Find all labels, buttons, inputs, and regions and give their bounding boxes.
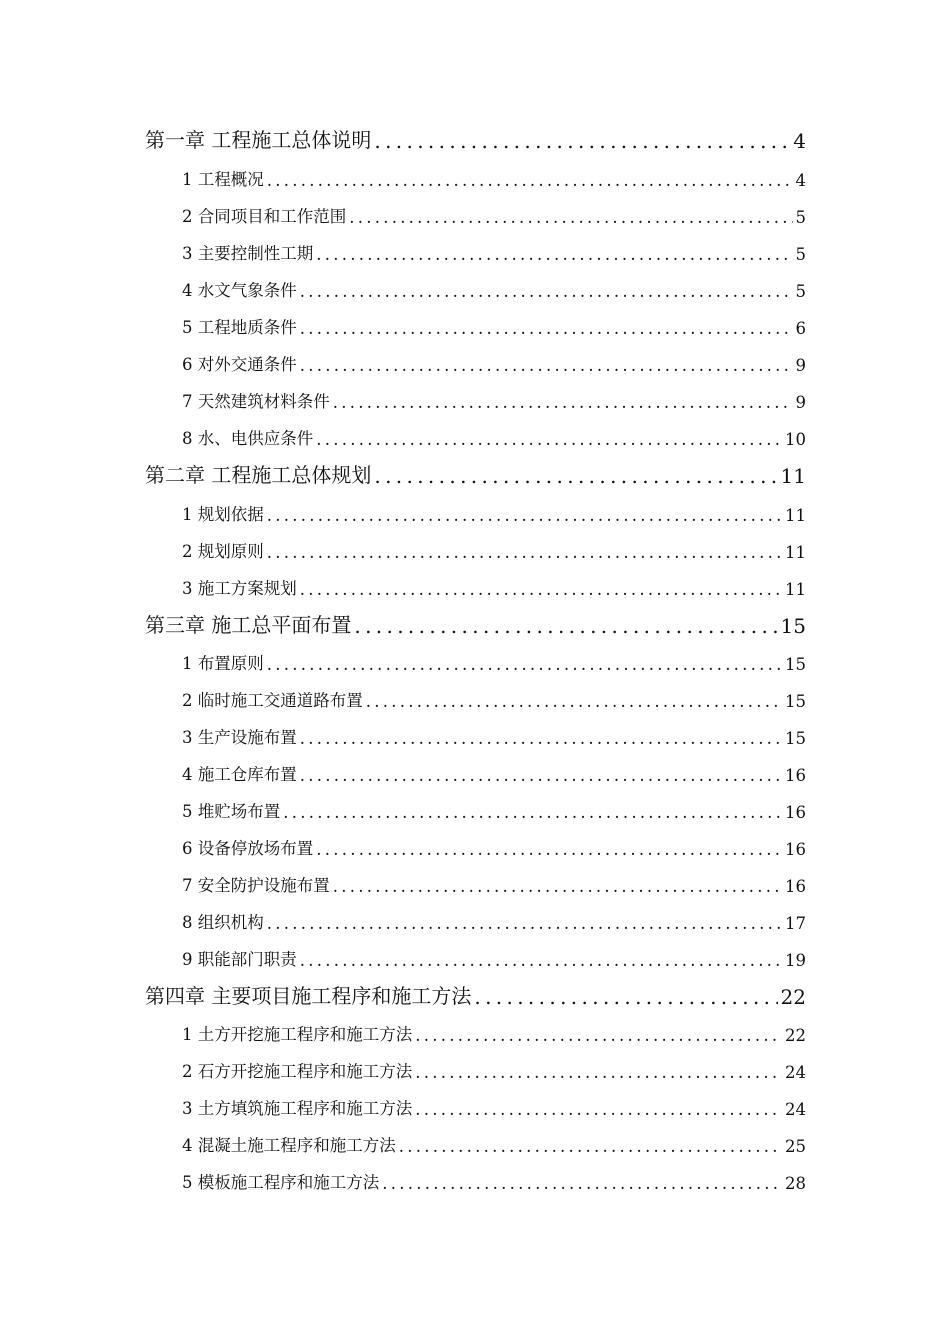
toc-entry-title: 第二章 工程施工总体规划	[145, 463, 372, 487]
toc-page-number: 15	[785, 729, 806, 748]
toc-page-number: 4	[793, 129, 806, 153]
toc-entry-title: 1 规划依据	[182, 505, 264, 524]
dot-leader	[300, 282, 793, 301]
toc-entry-title: 3 主要控制性工期	[182, 244, 314, 263]
toc-page-number: 28	[785, 1174, 806, 1193]
toc-chapter[interactable]	[145, 983, 806, 1009]
toc-entry-title: 8 组织机构	[182, 913, 264, 932]
toc-page-number: 16	[785, 803, 806, 822]
toc-section[interactable]	[182, 1097, 806, 1119]
toc-entry-title: 6 对外交通条件	[182, 355, 297, 374]
toc-entry-title: 2 合同项目和工作范围	[182, 207, 347, 226]
dot-leader	[300, 319, 793, 338]
toc-page-number: 22	[780, 985, 806, 1009]
dot-leader	[300, 356, 793, 375]
toc-entry-title: 2 规划原则	[182, 542, 264, 561]
toc-section[interactable]	[182, 540, 806, 562]
dot-leader	[267, 655, 782, 674]
toc-page-number: 11	[780, 464, 806, 488]
toc-entry-title: 第三章 施工总平面布置	[145, 613, 352, 637]
dot-leader	[316, 840, 782, 859]
toc-page-number: 17	[785, 914, 806, 933]
toc-section[interactable]	[182, 1171, 806, 1193]
toc-section[interactable]	[182, 279, 806, 301]
dot-leader	[415, 1100, 782, 1119]
toc-entry-title: 4 混凝土施工程序和施工方法	[182, 1136, 396, 1155]
dot-leader	[316, 430, 782, 449]
dot-leader	[333, 877, 782, 896]
toc-entry-title: 6 设备停放场布置	[182, 839, 314, 858]
toc-page-number: 4	[795, 171, 806, 190]
toc-section[interactable]	[182, 652, 806, 674]
toc-entry-title: 1 工程概况	[182, 170, 264, 189]
toc-page-number: 22	[785, 1026, 806, 1045]
toc-chapter[interactable]	[145, 127, 806, 153]
toc-page-number: 5	[795, 245, 806, 264]
toc-page-number: 11	[785, 580, 806, 599]
dot-leader	[300, 729, 782, 748]
toc-page-number: 9	[795, 356, 806, 375]
toc-page-number: 15	[785, 692, 806, 711]
toc-entry-title: 1 布置原则	[182, 654, 264, 673]
toc-entry-title: 1 土方开挖施工程序和施工方法	[182, 1025, 413, 1044]
toc-entry-title: 7 天然建筑材料条件	[182, 392, 330, 411]
toc-page-number: 16	[785, 877, 806, 896]
toc-entry-title: 4 施工仓库布置	[182, 765, 297, 784]
toc-entry-title: 3 生产设施布置	[182, 728, 297, 747]
toc-entry-title: 第一章 工程施工总体说明	[145, 128, 372, 152]
dot-leader	[267, 914, 782, 933]
toc-entry-title: 5 工程地质条件	[182, 318, 297, 337]
toc-section[interactable]	[182, 242, 806, 264]
toc-page-number: 11	[785, 543, 806, 562]
dot-leader	[283, 803, 782, 822]
toc-entry-title: 5 堆贮场布置	[182, 802, 281, 821]
toc-section[interactable]	[182, 763, 806, 785]
toc-chapter[interactable]	[145, 612, 806, 638]
toc-page-number: 15	[785, 655, 806, 674]
dot-leader	[267, 506, 782, 525]
toc-section[interactable]	[182, 874, 806, 896]
toc-entry-title: 7 安全防护设施布置	[182, 876, 330, 895]
dot-leader	[374, 464, 777, 488]
toc-page-number: 11	[785, 506, 806, 525]
toc-page-number: 6	[795, 319, 806, 338]
dot-leader	[374, 129, 790, 153]
toc-section[interactable]	[182, 316, 806, 338]
toc-entry-title: 3 施工方案规划	[182, 579, 297, 598]
toc-section[interactable]	[182, 800, 806, 822]
dot-leader	[474, 985, 777, 1009]
dot-leader	[415, 1026, 782, 1045]
toc-section[interactable]	[182, 503, 806, 525]
dot-leader	[399, 1137, 782, 1156]
toc-entry-title: 3 土方填筑施工程序和施工方法	[182, 1099, 413, 1118]
toc-page-number: 10	[785, 430, 806, 449]
dot-leader	[415, 1063, 782, 1082]
toc-section[interactable]	[182, 837, 806, 859]
dot-leader	[300, 951, 782, 970]
toc-entry-title: 8 水、电供应条件	[182, 429, 314, 448]
toc-page-number: 24	[785, 1063, 806, 1082]
toc-section[interactable]	[182, 948, 806, 970]
toc-section[interactable]	[182, 1023, 806, 1045]
toc-section[interactable]	[182, 577, 806, 599]
dot-leader	[300, 766, 782, 785]
dot-leader	[349, 208, 792, 227]
toc-entry-title: 4 水文气象条件	[182, 281, 297, 300]
toc-section[interactable]	[182, 427, 806, 449]
toc-page-number: 15	[780, 614, 806, 638]
dot-leader	[267, 171, 793, 190]
dot-leader	[382, 1174, 782, 1193]
dot-leader	[354, 614, 777, 638]
toc-page-number: 5	[795, 208, 806, 227]
toc-page-number: 9	[795, 393, 806, 412]
toc-entry-title: 2 临时施工交通道路布置	[182, 691, 363, 710]
toc-section[interactable]	[182, 689, 806, 711]
toc-section[interactable]	[182, 353, 806, 375]
toc-section[interactable]	[182, 205, 806, 227]
toc-chapter[interactable]	[145, 462, 806, 488]
toc-page-number: 16	[785, 766, 806, 785]
toc-page-number: 25	[785, 1137, 806, 1156]
dot-leader	[366, 692, 782, 711]
toc-section[interactable]	[182, 390, 806, 412]
dot-leader	[267, 543, 782, 562]
toc-entry-title: 2 石方开挖施工程序和施工方法	[182, 1062, 413, 1081]
toc-section[interactable]	[182, 726, 806, 748]
toc-entry-title: 第四章 主要项目施工程序和施工方法	[145, 984, 472, 1008]
dot-leader	[333, 393, 793, 412]
toc-section[interactable]	[182, 911, 806, 933]
toc-page-number: 5	[795, 282, 806, 301]
toc-section[interactable]	[182, 1134, 806, 1156]
toc-entry-title: 9 职能部门职责	[182, 950, 297, 969]
toc-entry-title: 5 模板施工程序和施工方法	[182, 1173, 380, 1192]
toc-page-number: 24	[785, 1100, 806, 1119]
toc-section[interactable]	[182, 168, 806, 190]
toc-page-number: 16	[785, 840, 806, 859]
dot-leader	[300, 580, 782, 599]
toc-page-number: 19	[785, 951, 806, 970]
toc-section[interactable]	[182, 1060, 806, 1082]
dot-leader	[316, 245, 792, 264]
